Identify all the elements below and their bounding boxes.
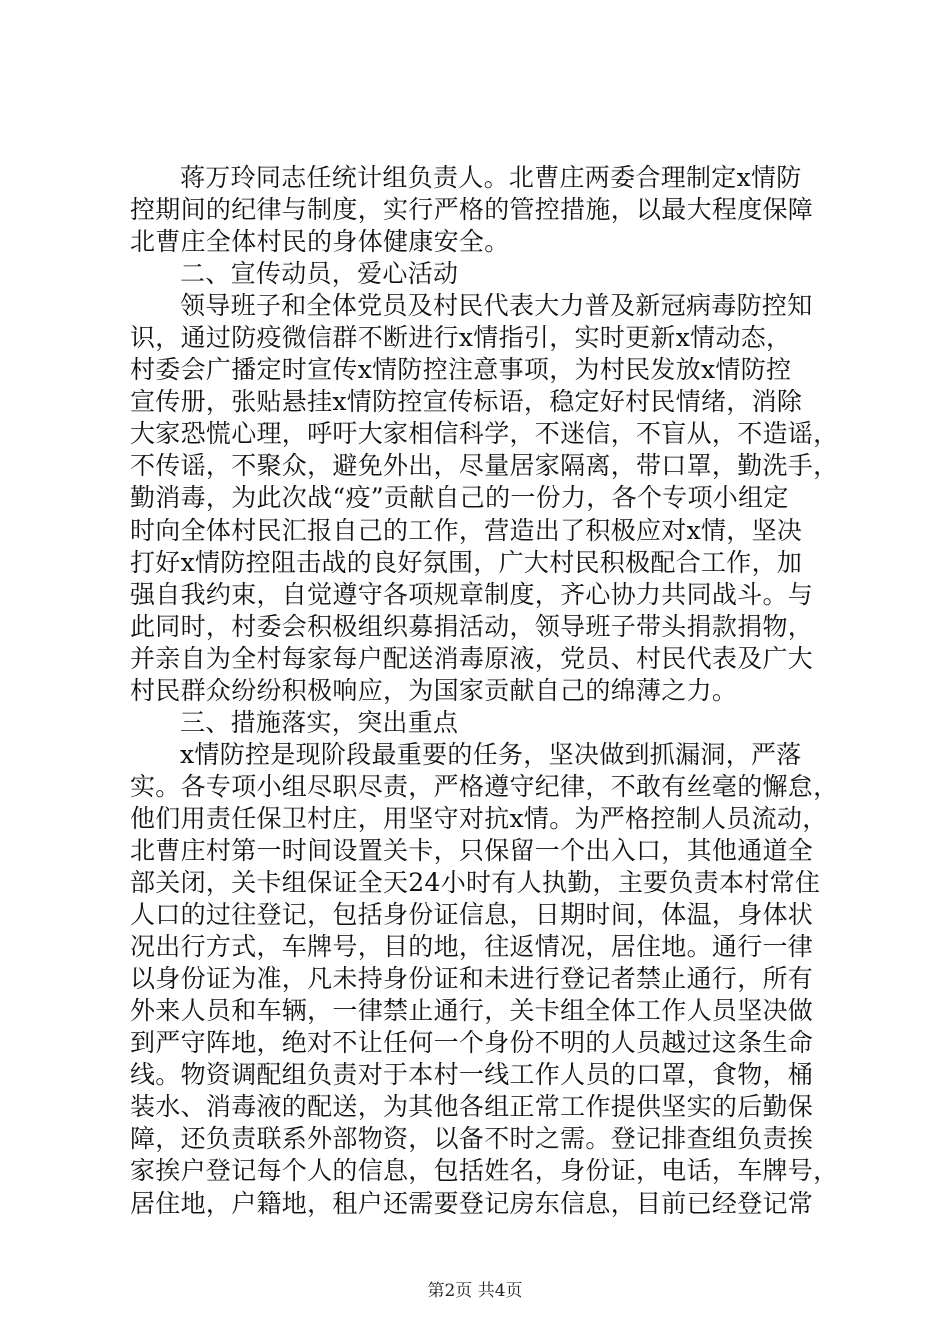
text-line: 他们用责任保卫村庄，用坚守对抗x情。为严格控制人员流动， — [130, 803, 828, 833]
text-line: 打好x情防控阻击战的良好氛围，广大村民积极配合工作，加 — [130, 547, 803, 577]
text-line: 障，还负责联系外部物资，以备不时之需。登记排查组负责挨 — [130, 1124, 814, 1154]
text-line: x情防控是现阶段最重要的任务，坚决做到抓漏洞，严落 — [180, 739, 802, 769]
text-line: 北曹庄全体村民的身体健康安全。 — [130, 227, 510, 257]
text-line: 村民群众纷纷积极响应，为国家贡献自己的绵薄之力。 — [130, 675, 738, 705]
text-line: 以身份证为准，凡未持身份证和未进行登记者禁止通行，所有 — [130, 964, 814, 994]
text-line: 线。物资调配组负责对于本村一线工作人员的口罩，食物，桶 — [130, 1060, 814, 1090]
text-line: 勤消毒，为此次战“疫”贡献自己的一份力，各个专项小组定 — [130, 483, 789, 513]
text-line: 二、宣传动员，爱心活动 — [180, 259, 459, 289]
text-line: 北曹庄村第一时间设置关卡，只保留一个出入口，其他通道全 — [130, 835, 814, 865]
text-line: 领导班子和全体党员及村民代表大力普及新冠病毒防控知 — [180, 291, 813, 321]
page-footer: 第2页 共4页 — [427, 1281, 523, 1301]
text-line: 居住地，户籍地，租户还需要登记房东信息，目前已经登记常 — [130, 1188, 814, 1218]
text-line: 并亲自为全村每家每户配送消毒原液，党员、村民代表及广大 — [130, 643, 814, 673]
text-line: 不传谣，不聚众，避免外出，尽量居家隔离，带口罩，勤洗手， — [130, 451, 839, 481]
text-line: 识，通过防疫微信群不断进行x情指引，实时更新x情动态， — [130, 323, 792, 353]
text-line: 三、措施落实，突出重点 — [180, 707, 459, 737]
text-line: 控期间的纪律与制度，实行严格的管控措施，以最大程度保障 — [130, 195, 814, 225]
text-line: 装水、消毒液的配送，为其他各组正常工作提供坚实的后勤保 — [130, 1092, 814, 1122]
text-line: 时向全体村民汇报自己的工作，营造出了积极应对x情，坚决 — [130, 515, 803, 545]
text-line: 蒋万玲同志任统计组负责人。北曹庄两委合理制定x情防 — [180, 163, 802, 192]
text-line: 强自我约束，自觉遵守各项规章制度，齐心协力共同战斗。与 — [130, 579, 814, 609]
text-line: 此同时，村委会积极组织募捐活动，领导班子带头捐款捐物， — [130, 611, 814, 641]
text-line: 到严守阵地，绝对不让任何一个身份不明的人员越过这条生命 — [130, 1028, 814, 1058]
text-line: 况出行方式，车牌号，目的地，往返情况，居住地。通行一律 — [130, 932, 814, 962]
text-line: 实。各专项小组尽职尽责，严格遵守纪律，不敢有丝毫的懈怠， — [130, 771, 839, 801]
text-line: 大家恐慌心理，呼吁大家相信科学，不迷信，不盲从，不造谣， — [130, 419, 839, 449]
document-body — [130, 162, 839, 1220]
text-line: 村委会广播定时宣传x情防控注意事项，为村民发放x情防控 — [130, 355, 792, 385]
text-line: 人口的过往登记，包括身份证信息，日期时间，体温，身体状 — [130, 900, 814, 930]
text-line: 部关闭，关卡组保证全天24小时有人执勤，主要负责本村常住 — [130, 868, 821, 898]
text-line: 宣传册，张贴悬挂x情防控宣传标语，稳定好村民情绪，消除 — [130, 387, 803, 417]
text-line: 外来人员和车辆，一律禁止通行，关卡组全体工作人员坚决做 — [130, 996, 814, 1026]
text-line: 家挨户登记每个人的信息，包括姓名，身份证，电话，车牌号， — [130, 1156, 839, 1186]
